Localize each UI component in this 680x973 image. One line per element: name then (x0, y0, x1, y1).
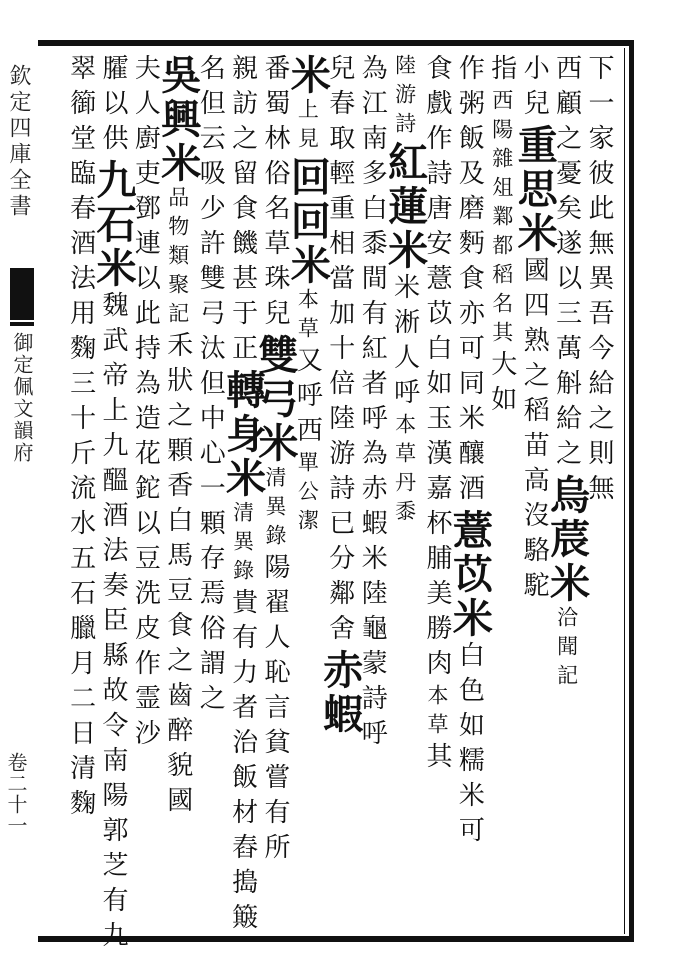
source-note: 洽聞記 (554, 606, 579, 693)
body-text: 兒春取 (324, 54, 355, 159)
source-note: 本草 (295, 288, 320, 346)
body-text: 臛以供 (98, 54, 128, 159)
margin-black-block (10, 268, 34, 320)
text-column (60, 54, 102, 934)
entry-headword: 紅蓮米 (381, 141, 429, 273)
entry-headword: 雙弓米 (252, 334, 299, 466)
source-note: 本草丹黍 (392, 413, 417, 529)
body-text: 小兒 (519, 54, 550, 124)
entry-headword: 吳興米 (154, 54, 202, 186)
body-text: 夫人廚吏鄧連以此 (130, 54, 161, 334)
source-note: 品物類聚記 (165, 186, 190, 331)
body-text: 魏武帝上九醞酒法奏臣縣故令南陽郭芝有九 (98, 291, 128, 956)
source-note: 本草 (425, 684, 449, 742)
page-number: 卷二十一 (4, 752, 28, 836)
body-text: 持為造花鉈以豆洗皮作霊沙 (130, 334, 161, 754)
source-note: 陸游詩 (392, 54, 417, 141)
entry-headword: 赤蝦 (316, 649, 364, 737)
frame-inner-rule (624, 48, 625, 934)
body-text: 禾狀之顆香白馬豆食之齒醉貌國 (162, 331, 193, 821)
body-text: 臨春酒法用麴三十斤流水五石臘月二日清麴 (65, 159, 96, 824)
body-text: 陽翟人恥言貧嘗有所 (260, 553, 290, 868)
body-text: 大如 (486, 350, 517, 420)
entry-headword: 回回米 (284, 156, 332, 288)
body-text: 番蜀林俗名草珠兒 (260, 54, 290, 334)
body-text: 為 (357, 54, 388, 89)
body-text: 食戲作詩唐安薏苡白如玉漢嘉杯脯美勝肉 (422, 54, 452, 684)
entry-headword: 九石米 (90, 159, 137, 291)
body-text: 江南多白黍間有紅者呼為赤蝦米陸龜蒙詩呼 (357, 89, 388, 754)
body-text: 親訪之留食饑甚于正 (227, 54, 258, 369)
margin-rule (10, 322, 34, 326)
body-text: 作粥飯及磨麪食亦可同米釀酒 (454, 54, 485, 509)
entry-headword: 重思米 (511, 124, 559, 256)
entry-headword: 烏莀米 (543, 474, 591, 606)
body-text: 翠篽堂 (65, 54, 96, 159)
entry-headword: 薏苡米 (446, 509, 494, 641)
body-text: 指 (486, 54, 517, 89)
running-title: 欽定四庫全書 (6, 64, 31, 220)
body-text: 名但云吸少許雙弓 (195, 54, 226, 334)
book-label: 御定佩文韻府 (10, 332, 34, 464)
body-text: 國四熟之稻苗高沒駱駝 (519, 256, 550, 606)
left-margin (0, 0, 40, 973)
source-note: 清異錄 (230, 501, 255, 588)
body-text: 其 (422, 742, 452, 777)
body-text: 汰但中心一顆存焉俗謂之 (195, 334, 226, 719)
source-note: 上見 (295, 98, 320, 156)
body-text: 白色如糯米可 (454, 641, 485, 851)
source-note: 清異錄 (263, 466, 287, 553)
body-text: 貴有力者治飯材舂搗簸 (227, 588, 258, 938)
body-text: 下一家彼此無異吾今給之則無 (584, 54, 614, 509)
body-text: 西顧之憂矣遂以三萬斛給之 (551, 54, 582, 474)
entry-headword: 米 (284, 54, 332, 98)
source-note: 西陽雜俎鄴都稻名其 (489, 89, 514, 350)
body-text: 又呼西 (292, 346, 323, 451)
body-text: 米淅人呼 (389, 273, 420, 413)
source-note: 單公潔 (295, 451, 320, 538)
body-text: 輕重相當加十倍陸游詩已分鄰舍 (324, 159, 355, 649)
entry-headword: 轉身米 (219, 369, 267, 501)
